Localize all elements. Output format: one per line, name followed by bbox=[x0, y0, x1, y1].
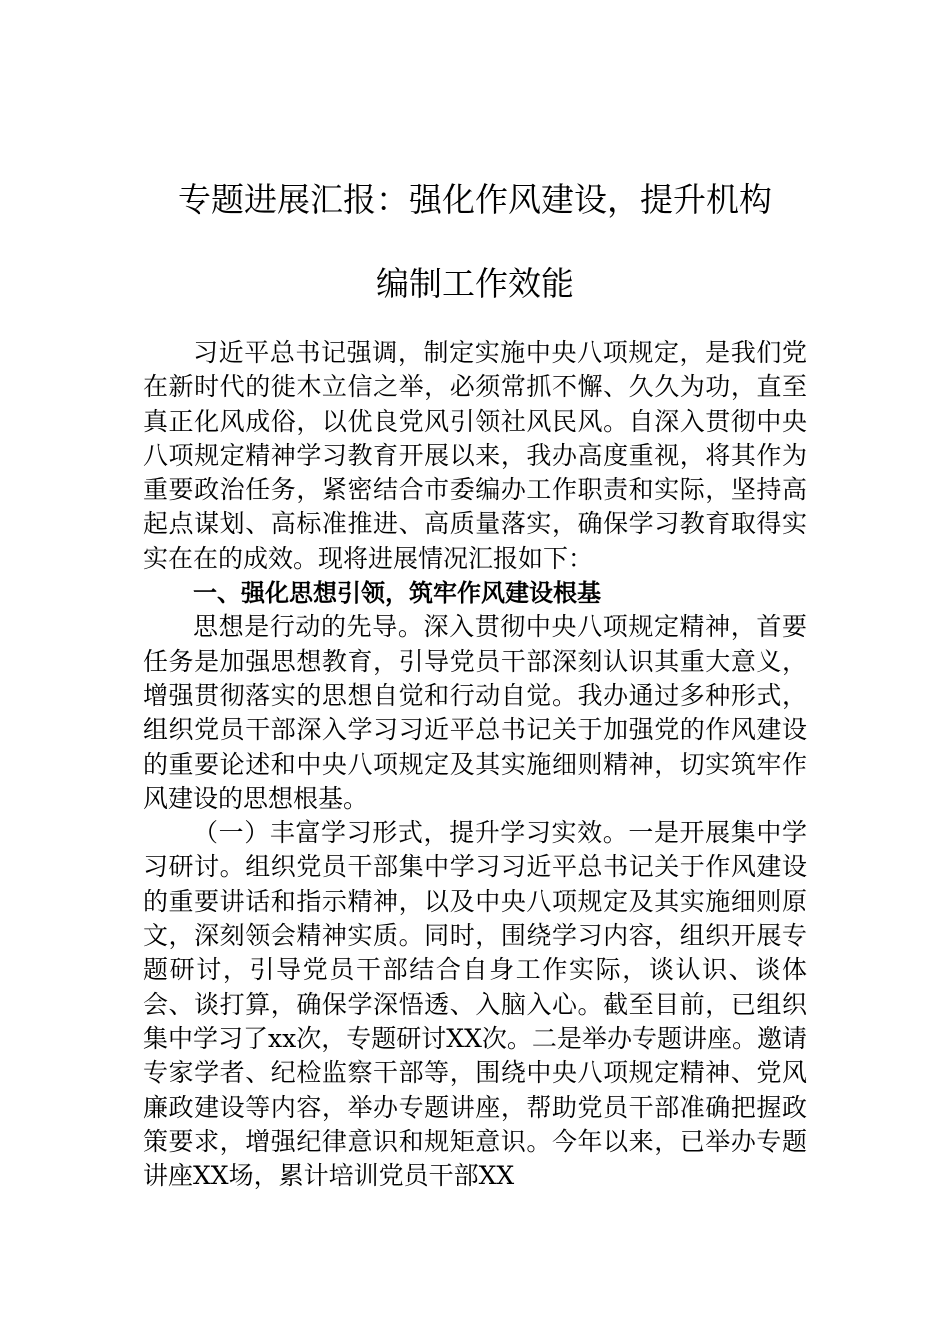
title-line-2: 编制工作效能 bbox=[376, 264, 574, 303]
document-title bbox=[140, 158, 810, 326]
title-line-1: 专题进展汇报：强化作风建设，提升机构 bbox=[178, 180, 772, 219]
section-heading: 一、强化思想引领，筑牢作风建设根基 bbox=[193, 579, 601, 608]
subsection-paragraph: （一）丰富学习形式，提升学习实效。一是开展集中学习研讨。组织党员干部集中学习习近平总书记关于作风建设的重要讲话和指示精神，以及中央八项规定及其实施细则原文，深刻领会精神实质。同时，围绕学习内容，组织开展专题研讨，引导党员干部结合自身工作实际，谈认识、谈体会、谈打算，确保学深悟透、入脑入心。截至目前，已组织集中学习了xx次，专题研讨XX次。二是举办专题讲座。邀请专家学者、纪检监察干部等，围绕中央八项规定精神、党风廉政建设等内容，举办专题讲座，帮助党员干部准确把握政策要求，增强纪律意识和规矩意识。今年以来，已举办专题讲座XX场，累计培训党员干部XX bbox=[143, 818, 807, 1191]
section-paragraph: 思想是行动的先导。深入贯彻中央八项规定精神，首要任务是加强思想教育，引导党员干部深刻认识其重大意义，增强贯彻落实的思想自觉和行动自觉。我办通过多种形式，组织党员干部深入学习习近平总书记关于加强党的作风建设的重要论述和中央八项规定及其实施细则精神，切实筑牢作风建设的思想根基。 bbox=[143, 612, 807, 813]
intro-paragraph: 习近平总书记强调，制定实施中央八项规定，是我们党在新时代的徙木立信之举，必须常抓不懈、久久为功，直至真正化风成俗，以优良党风引领社风民风。自深入贯彻中央八项规定精神学习教育开展以来，我办高度重视，将其作为重要政治任务，紧密结合市委编办工作职责和实际，坚持高起点谋划、高标准推进、高质量落实，确保学习教育取得实实在在的成效。现将进展情况汇报如下： bbox=[143, 338, 807, 573]
document-body bbox=[143, 336, 807, 1193]
